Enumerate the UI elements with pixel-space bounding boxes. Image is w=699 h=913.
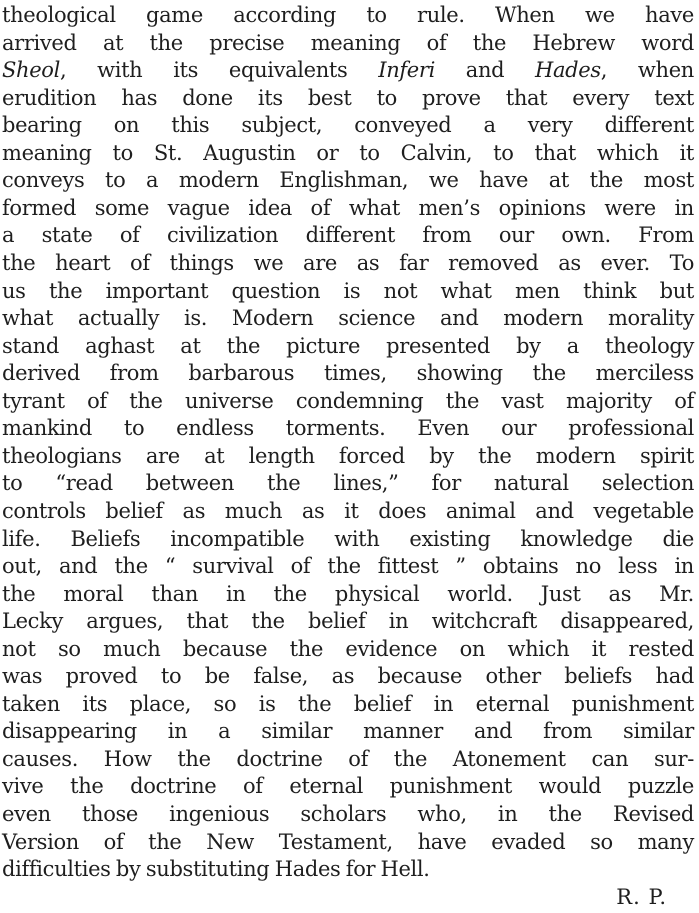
text-segment: vive the doctrine of eternal punishment would puzzle [2, 774, 694, 799]
text-line [2, 801, 694, 827]
text-line [2, 691, 694, 717]
text-segment: erudition has done its best to prove that every text [2, 85, 694, 110]
text-segment: a state of civilization different from our own. From [2, 223, 694, 248]
text-line [2, 498, 694, 524]
signature: R. P. [616, 885, 667, 909]
text-segment: , when [600, 58, 694, 83]
text-line [2, 663, 694, 689]
text-segment: the heart of things we are as far removed as ever. To [2, 251, 694, 275]
text-segment: difficulties by substituting Hades for Hell. [2, 857, 430, 882]
text-segment: and [434, 58, 536, 83]
text-line [2, 526, 694, 552]
text-line [2, 85, 694, 111]
text-line [2, 856, 694, 882]
text-segment: controls belief as much as it does animal and vegetable [2, 498, 694, 523]
text-line [2, 443, 694, 469]
text-segment: even those ingenious scholars who, in the Revised [2, 802, 694, 826]
text-line [2, 829, 694, 855]
text-segment: Version of the New Testament, have evaded so many [2, 829, 694, 854]
text-segment: us the important question is not what men think but [2, 278, 694, 303]
text-line [2, 608, 694, 634]
text-segment: Lecky argues, that the belief in witchcraft disappeared, [2, 609, 694, 634]
text-line [2, 30, 694, 56]
text-segment: the moral than in the physical world. Just as Mr. [2, 581, 694, 606]
text-segment: disappearing in a similar manner and from similar [2, 719, 694, 744]
italic-word: Hades [535, 58, 601, 83]
text-line [2, 195, 694, 221]
text-segment: theological game according to rule. When we have [2, 3, 694, 27]
text-segment: theologians are at length forced by the modern spirit [2, 443, 694, 468]
text-line [2, 57, 694, 83]
text-segment: mankind to endless torments. Even our professional [2, 416, 694, 441]
text-segment: out, and the “ survival of the fittest ” obtains no less in [2, 554, 694, 578]
text-segment: causes. How the doctrine of the Atonement can sur- [2, 746, 694, 771]
text-segment: meaning to St. Augustin or to Calvin, to that which it [2, 140, 694, 165]
text-segment: formed some vague idea of what men’s opinions were in [2, 195, 694, 220]
text-segment: what actually is. Modern science and modern morality [2, 306, 694, 331]
text-line [2, 746, 694, 772]
text-line [2, 112, 694, 138]
text-segment: derived from barbarous times, showing the merciless [2, 361, 694, 386]
text-segment: stand aghast at the picture presented by a theology [2, 333, 694, 358]
text-line [2, 581, 694, 607]
text-segment: tyrant of the universe condemning the vast majority of [2, 388, 694, 413]
text-line [2, 250, 694, 276]
text-line [2, 470, 694, 496]
text-line [2, 388, 694, 414]
text-line [2, 718, 694, 744]
text-segment: to “read between the lines,” for natural selection [2, 471, 694, 496]
text-segment: life. Beliefs incompatible with existing knowledge die [2, 526, 694, 551]
text-line [2, 415, 694, 441]
text-line [2, 333, 694, 359]
text-line [2, 140, 694, 166]
text-line [2, 636, 694, 662]
text-segment: was proved to be false, as because other beliefs had [2, 664, 694, 689]
text-segment: not so much because the evidence on which it rested [2, 636, 694, 661]
text-segment: bearing on this subject, conveyed a very different [2, 113, 694, 138]
text-line [2, 553, 694, 579]
text-line [2, 278, 694, 304]
text-line [2, 773, 694, 799]
text-line [2, 2, 694, 28]
italic-word: Inferi [378, 58, 435, 83]
text-segment: taken its place, so is the belief in eternal punishment [2, 691, 694, 716]
text-segment: , with its equivalents [59, 58, 379, 83]
text-segment: conveys to a modern Englishman, we have at the most [2, 168, 694, 193]
text-line [2, 360, 694, 386]
text-line [2, 222, 694, 248]
text-segment: arrived at the precise meaning of the Hebrew word [2, 30, 694, 55]
italic-word: Sheol [2, 58, 60, 83]
text-line [2, 167, 694, 193]
text-line [2, 305, 694, 331]
